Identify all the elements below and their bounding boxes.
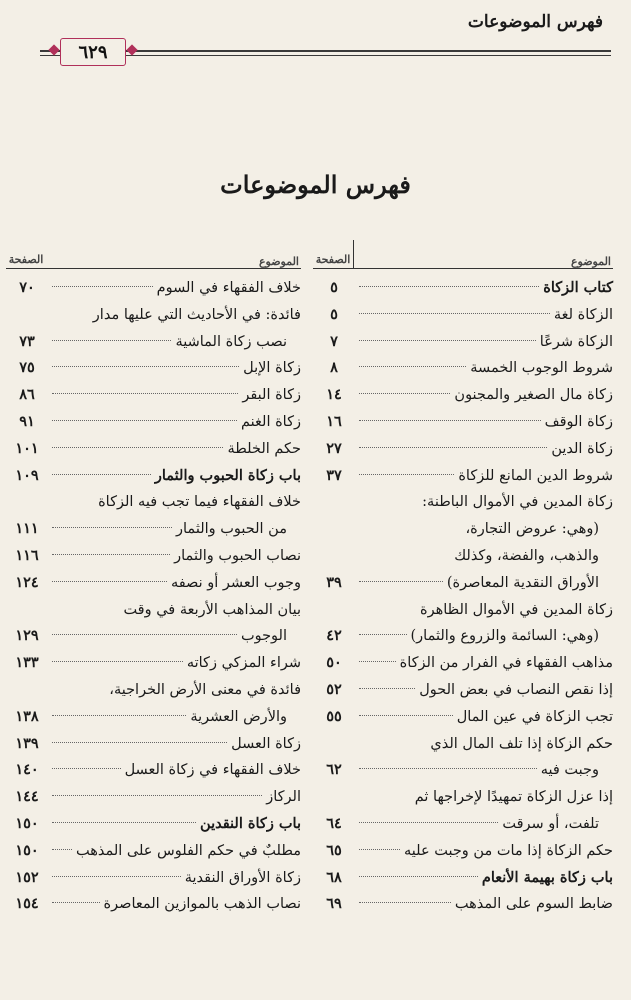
dot-leader: [52, 420, 237, 421]
toc-entry-title: نصاب الذهب بالموازين المعاصرة: [103, 896, 301, 913]
toc-rows: [6, 275, 301, 918]
toc-entry-title: (وهي: عروض التجارة،: [465, 521, 599, 538]
toc-entry-title: إذا عزل الزكاة تمهيدًا لإخراجها ثم: [414, 789, 613, 806]
toc-entry-page: ٧: [330, 332, 338, 350]
toc-entry-title: زكاة مال الصغير والمجنون: [454, 387, 613, 404]
dot-leader: [52, 742, 227, 743]
dot-leader: [52, 849, 72, 850]
toc-entry-title: حكم الخلطة: [227, 440, 301, 457]
dot-leader: [52, 581, 167, 582]
dot-leader: [52, 822, 196, 823]
toc-entry-page: ٨: [330, 359, 338, 377]
toc-entry: [6, 570, 301, 597]
dot-leader: [359, 634, 407, 635]
toc-entry: [313, 382, 613, 409]
toc-entry: [313, 463, 613, 490]
toc-entry: [313, 731, 613, 758]
toc-entry-page: ٦٢: [326, 761, 342, 779]
toc-entry-page: ٦٥: [326, 841, 342, 859]
toc-entry-page: ٦٤: [326, 814, 342, 832]
toc-entry-page: ٥: [330, 305, 338, 323]
toc-entry-title: زكاة المدين في الأموال الباطنة:: [422, 494, 613, 511]
toc-entry: [6, 865, 301, 892]
toc-entry-title: مذاهب الفقهاء في الفرار من الزكاة: [399, 655, 613, 672]
toc-entry: [6, 275, 301, 302]
toc-entry-title: وجوب العشر أو نصفه: [170, 574, 301, 591]
toc-entry: [313, 597, 613, 624]
toc-entry-page: ٥٥: [326, 707, 342, 725]
toc-entry-title: الزكاة شرعًا: [539, 333, 613, 350]
toc-entry-title: حكم الزكاة إذا مات من وجبت عليه: [404, 842, 613, 859]
dot-leader: [359, 768, 537, 769]
toc-entry-title: خلاف الفقهاء في السوم: [156, 280, 301, 296]
toc-entry-title: إذا نقص النصاب في بعض الحول: [419, 681, 613, 698]
toc-entry-page: ٥: [330, 279, 338, 296]
toc-entry-title: زكاة البقر: [242, 387, 301, 404]
toc-entry-page: ١٥٤: [15, 895, 39, 913]
toc-entry: [6, 436, 301, 463]
toc-entry-page: ٩١: [19, 412, 35, 430]
toc-entry: [6, 811, 301, 838]
toc-entry-page: ٣٧: [326, 466, 342, 484]
toc-rows: [313, 275, 613, 918]
toc-entry-page: ٥٢: [326, 680, 342, 698]
topic-header: الموضوع: [570, 255, 611, 268]
toc-entry: [6, 463, 301, 490]
toc-entry-title: نصاب الحبوب والثمار: [174, 547, 301, 564]
dot-leader: [52, 634, 237, 635]
dot-leader: [359, 447, 547, 448]
toc-entry-page: ٤٢: [326, 627, 342, 645]
dot-leader: [52, 286, 153, 287]
toc-entry-page: ١١٦: [15, 546, 39, 564]
toc-entry-page: ٦٩: [326, 895, 342, 913]
dot-leader: [52, 366, 239, 367]
toc-entry: [6, 891, 301, 918]
running-header: [0, 0, 631, 70]
toc-entry-page: ٦٨: [326, 868, 342, 886]
toc-entry-page: ٧٣: [19, 332, 35, 350]
toc-entry-title: باب زكاة النقدين: [200, 814, 301, 832]
dot-leader: [52, 527, 172, 528]
dot-leader: [52, 447, 223, 448]
toc-entry-page: ١٥٠: [15, 814, 39, 832]
toc-entry: [313, 436, 613, 463]
ornament-right-icon: [126, 44, 137, 55]
toc-entry-title: زكاة الدين: [551, 440, 613, 457]
toc-entry-title: الأوراق النقدية المعاصرة): [446, 574, 599, 591]
toc-entry-page: ١٢٩: [15, 627, 39, 645]
toc-entry: [6, 677, 301, 704]
toc-entry-title: شراء المزكي زكاته: [186, 655, 301, 672]
dot-leader: [52, 876, 181, 877]
toc-entry-title: ضابط السوم على المذهب: [454, 896, 613, 913]
toc-entry-title: زكاة الأوراق النقدية: [184, 869, 301, 886]
dot-leader: [359, 849, 400, 850]
toc-entry: [313, 489, 613, 516]
toc-entry: [6, 409, 301, 436]
toc-entry: [313, 757, 613, 784]
toc-entry-title: زكاة المدين في الأموال الظاهرة: [419, 601, 613, 618]
toc-entry: [6, 623, 301, 650]
toc-entry: [313, 355, 613, 382]
toc-entry-title: من الحبوب والثمار: [176, 521, 287, 538]
page-header: الصفحة: [313, 240, 354, 268]
toc-entry: [6, 302, 301, 329]
dot-leader: [359, 715, 453, 716]
dot-leader: [359, 420, 541, 421]
toc-entry: [313, 865, 613, 892]
toc-entry: [313, 811, 613, 838]
toc-entry: [313, 516, 613, 543]
dot-leader: [359, 366, 466, 367]
dot-leader: [359, 474, 454, 475]
dot-leader: [52, 474, 151, 475]
page-title: فهرس الموضوعات: [220, 170, 411, 199]
toc-entry: [6, 355, 301, 382]
toc-entry-title: تلفت، أو سرقت: [502, 815, 599, 832]
toc-entry-page: ١٣٨: [15, 707, 39, 725]
dot-leader: [52, 902, 100, 903]
toc-entry-page: ١٤٠: [15, 761, 39, 779]
toc-entry: [6, 597, 301, 624]
dot-leader: [359, 688, 415, 689]
toc-entry: [313, 302, 613, 329]
toc-column-left: [6, 242, 301, 918]
dot-leader: [52, 393, 238, 394]
toc-entry-page: ١٠٩: [15, 466, 39, 484]
toc-entry-title: بيان المذاهب الأربعة في وقت: [123, 601, 301, 618]
dot-leader: [359, 340, 536, 341]
column-header: [313, 242, 613, 269]
toc-entry-page: ١٥٠: [15, 841, 39, 859]
toc-entry-title: تجب الزكاة في عين المال: [456, 708, 613, 725]
toc-entry: [313, 275, 613, 302]
dot-leader: [52, 661, 183, 662]
dot-leader: [359, 902, 451, 903]
toc-entry-title: باب زكاة بهيمة الأنعام: [481, 868, 613, 886]
toc-entry-page: ١١١: [15, 520, 39, 538]
page-number-text: ٦٢٩: [78, 41, 108, 63]
dot-leader: [359, 313, 550, 314]
toc-entry-page: ٨٦: [19, 386, 35, 404]
toc-entry-page: ٣٩: [326, 573, 342, 591]
toc-entry: [6, 650, 301, 677]
toc-entry-page: ٥٠: [326, 654, 342, 672]
dot-leader: [52, 340, 171, 341]
toc-entry-title: شروط الدين المانع للزكاة: [458, 467, 613, 484]
toc-entry: [6, 784, 301, 811]
toc-entry: [313, 650, 613, 677]
toc-entry-title: الركاز: [266, 789, 301, 806]
toc-entry-title: زكاة الإبل: [243, 360, 301, 377]
dot-leader: [359, 876, 478, 877]
column-header: [6, 242, 301, 269]
toc-entry: [313, 409, 613, 436]
dot-leader: [359, 661, 396, 662]
toc-entry-page: ١٢٤: [15, 573, 39, 591]
toc-entry-title: زكاة الوقف: [544, 413, 613, 430]
toc-entry: [313, 570, 613, 597]
toc-entry-title: فائدة في معنى الأرض الخراجية،: [109, 681, 301, 698]
toc-entry: [313, 891, 613, 918]
toc-entry-title: زكاة الغنم: [241, 413, 301, 430]
toc-entry: [313, 677, 613, 704]
toc-entry: [6, 838, 301, 865]
toc-entry-title: نصب زكاة الماشية: [175, 333, 287, 350]
toc-entry-title: وجبت فيه: [540, 762, 599, 779]
toc-entry: [313, 838, 613, 865]
toc-entry: [6, 543, 301, 570]
dot-leader: [359, 393, 450, 394]
toc-entry: [6, 757, 301, 784]
toc-entry-page: ٧٠: [19, 279, 35, 296]
toc-entry-title: فائدة: في الأحاديث التي عليها مدار: [92, 306, 301, 323]
toc-entry-title: شروط الوجوب الخمسة: [470, 360, 613, 377]
toc-entry: [313, 623, 613, 650]
toc-entry-title: باب زكاة الحبوب والثمار: [154, 466, 301, 484]
toc-entry-title: خلاف الفقهاء فيما تجب فيه الزكاة: [98, 494, 301, 511]
toc-entry-title: والأرض العشرية: [190, 708, 287, 725]
toc-entry-title: (وهي: السائمة والزروع والثمار): [410, 628, 599, 645]
toc-entry: [313, 329, 613, 356]
toc-entry-page: ١٠١: [15, 439, 39, 457]
ornament-left-icon: [48, 44, 59, 55]
toc-entry: [6, 516, 301, 543]
toc-entry-title: حكم الزكاة إذا تلف المال الذي: [430, 735, 613, 752]
toc-entry: [6, 489, 301, 516]
dot-leader: [52, 795, 262, 796]
toc-entry-title: الزكاة لغة: [553, 306, 613, 323]
toc-entry-page: ١٤: [326, 386, 342, 404]
topic-header: الموضوع: [258, 255, 299, 268]
toc-column-right: [313, 242, 613, 918]
toc-entry-title: والذهب، والفضة، وكذلك: [454, 547, 599, 564]
toc-entry: [313, 543, 613, 570]
page-header: الصفحة: [8, 253, 44, 266]
toc-entry-title: خلاف الفقهاء في زكاة العسل: [124, 762, 301, 779]
toc-entry-title: كتاب الزكاة: [543, 279, 613, 296]
toc-entry: [6, 382, 301, 409]
dot-leader: [52, 768, 121, 769]
dot-leader: [52, 715, 186, 716]
dot-leader: [359, 581, 443, 582]
running-title: فهرس الموضوعات: [467, 12, 603, 32]
dot-leader: [359, 822, 498, 823]
page-number: [60, 38, 126, 66]
toc-entry-title: مطلبٌ في حكم الفلوس على المذهب: [75, 842, 301, 859]
toc-entry-page: ٢٧: [326, 439, 342, 457]
toc-entry-title: زكاة العسل: [231, 735, 301, 752]
toc-entry: [6, 704, 301, 731]
toc-entry: [313, 784, 613, 811]
toc-entry-page: ١٣٩: [15, 734, 39, 752]
toc-entry-page: ٧٥: [19, 359, 35, 377]
dot-leader: [52, 554, 170, 555]
dot-leader: [359, 286, 539, 287]
toc-entry-title: الوجوب: [240, 628, 287, 645]
toc-entry: [6, 731, 301, 758]
toc-entry-page: ١٥٢: [15, 868, 39, 886]
toc-entry: [6, 329, 301, 356]
toc-entry-page: ١٣٣: [15, 654, 39, 672]
toc-entry: [313, 704, 613, 731]
toc-entry-page: ١٤٤: [15, 788, 39, 806]
toc-entry-page: ١٦: [326, 412, 342, 430]
